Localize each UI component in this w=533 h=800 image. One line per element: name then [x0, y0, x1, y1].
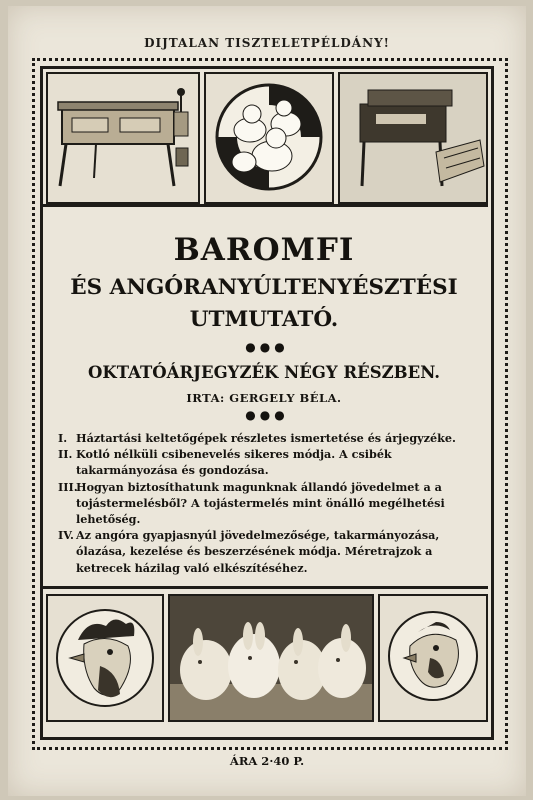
subtitle-heading: OKTATÓÁRJEGYZÉK NÉGY RÉSZBEN.: [88, 363, 440, 382]
item-number: I.: [58, 431, 68, 445]
item-number: III.: [58, 479, 78, 494]
contents-item-2: [58, 446, 478, 478]
chicks-illustration: [204, 72, 334, 204]
contents-item-4: [58, 527, 478, 576]
angora-rabbits-photo: [168, 594, 374, 722]
free-copy-note: DIJTALAN TISZTELETPÉLDÁNY!: [144, 36, 390, 50]
item-text: Kotló nélküli csibenevelés sikeres módja. A csibék takarmányozása és gondozása.: [76, 447, 392, 478]
contents-item-3: [58, 479, 478, 528]
title-line-2: ÉS ANGÓRANYÚLTENYÉSZTÉSI: [70, 275, 458, 300]
ornament-2: ●●●: [245, 408, 289, 422]
item-number: II.: [58, 447, 73, 462]
item-number: IV.: [58, 528, 74, 543]
title-main: BAROMFI: [173, 232, 355, 268]
brochure-page: [8, 6, 526, 796]
item-text: Hogyan biztosíthatunk magunknak állandó jövedelmet a a tojástermelésből? A tojástermelés mint önálló megélhetési lehetőség.: [76, 479, 445, 527]
item-text: Háztartási keltetőgépek részletes ismertetése és árjegyzéke.: [76, 431, 456, 445]
item-text: Az angóra gyapjasnyúl jövedelmezősége, takarmányozása, ólazása, kezelése és beszerzésének módja. Méretrajzok a ketrecek házilag való elkészítéséhez.: [76, 528, 440, 575]
incubator-photo-right: [338, 72, 488, 204]
divider-top: [40, 204, 488, 207]
price-label: ÁRA 2·40 P.: [229, 754, 305, 768]
hen-illustration: [378, 594, 488, 722]
rooster-illustration: [46, 594, 164, 722]
contents-item-1: [58, 430, 478, 446]
author-line: IRTA: GERGELY BÉLA.: [186, 391, 342, 405]
divider-bottom: [40, 586, 488, 589]
contents-list: [58, 430, 478, 576]
incubator-illustration-left: [46, 72, 200, 204]
title-line-3: UTMUTATÓ.: [189, 307, 339, 332]
ornament-1: ●●●: [245, 340, 289, 354]
